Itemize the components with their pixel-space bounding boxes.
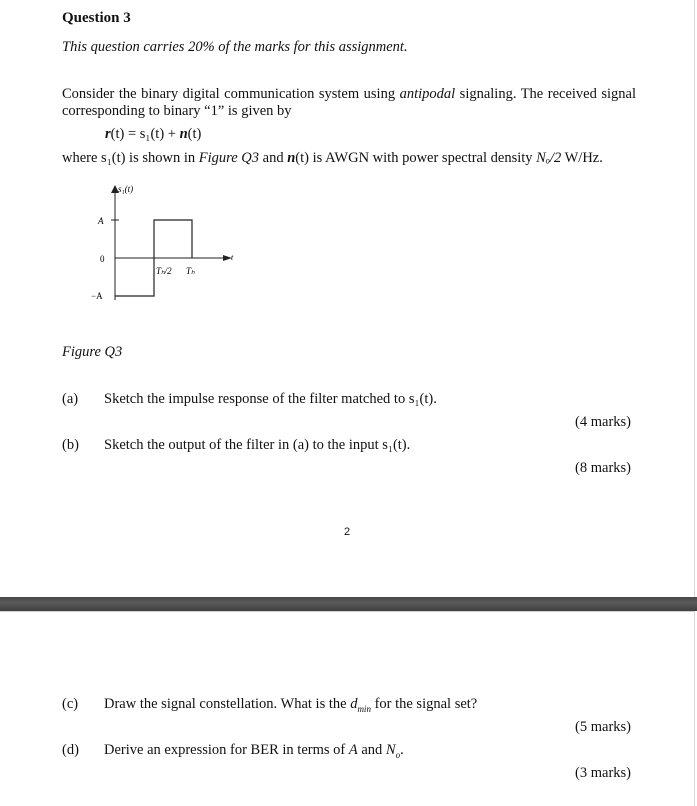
y-axis-label: s₁(t): [118, 184, 134, 194]
page-2: [0, 611, 695, 806]
question-intro: This question carries 20% of the marks for this assignment.: [62, 39, 408, 55]
figure-caption: Figure Q3: [62, 344, 123, 360]
part-d-text: Derive an expression for BER in terms of A and $N_o$.: [104, 742, 404, 760]
part-c-text: Draw the signal constellation. What is the $d_{min}$ for the signal set?: [104, 696, 478, 714]
tick-label-period: Tₕ: [186, 266, 195, 276]
received-signal-equation: r(t) = s₁(t) + n(t): [105, 126, 202, 142]
part-a-label: (a): [62, 391, 79, 407]
part-d-label: (d): [62, 742, 79, 758]
part-a-marks: (4 marks): [575, 414, 631, 430]
page-number: 2: [344, 526, 351, 538]
part-b-label: (b): [62, 437, 79, 453]
tick-label-a: A: [98, 216, 104, 226]
where-sentence: where s₁(t) is shown in Figure Q3 and n(t) is AWGN with power spectral density Nₒ/2 W/Hz.: [62, 150, 603, 166]
part-d-marks: (3 marks): [575, 765, 631, 781]
tick-label-neg-a: −A: [91, 291, 103, 301]
x-axis-label: t: [231, 253, 234, 262]
part-c-marks: (5 marks): [575, 719, 631, 735]
tick-label-half-period: Tₕ/2: [156, 266, 172, 276]
part-b-marks: (8 marks): [575, 460, 631, 476]
tick-label-zero: 0: [100, 254, 105, 264]
part-a-text: Sketch the impulse response of the filter matched to s₁(t).: [104, 391, 437, 407]
part-b-text: Sketch the output of the filter in (a) to the input s₁(t).: [104, 437, 411, 453]
question-title: Question 3: [62, 10, 131, 26]
question-paragraph: Consider the binary digital communication system using antipodal signaling. The received signal corresponding to binary “1” is given by: [62, 86, 636, 119]
figure-q3-plot: [80, 178, 250, 308]
part-c-label: (c): [62, 696, 79, 712]
page-separator: [0, 597, 697, 611]
